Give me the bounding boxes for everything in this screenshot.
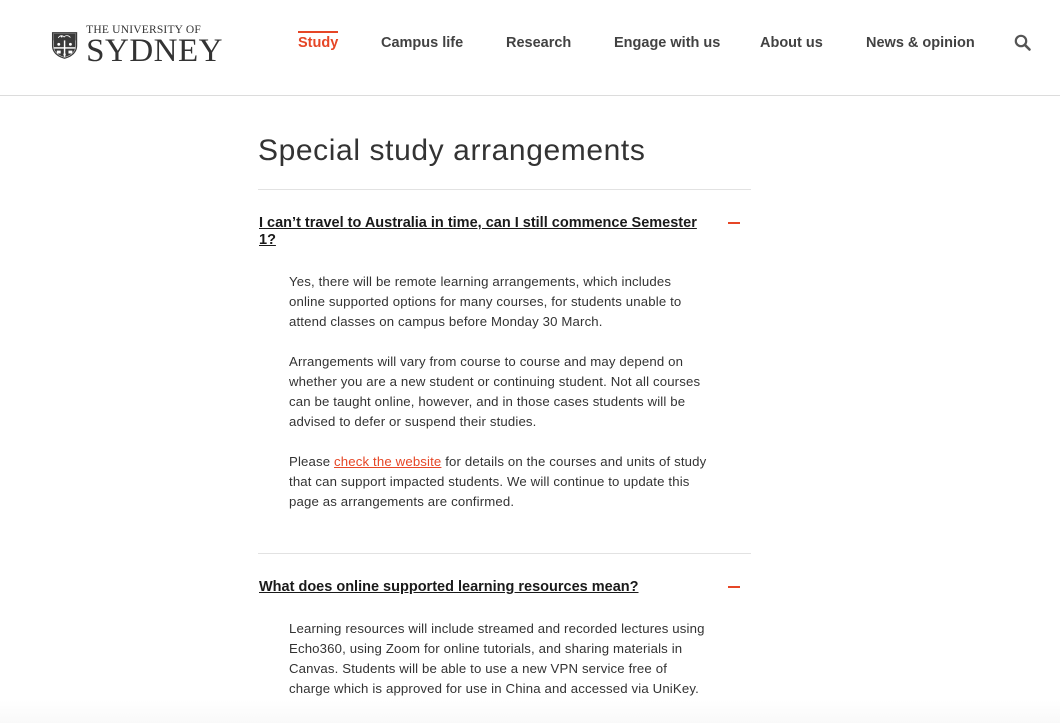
accordion-answer-travel xyxy=(289,272,709,532)
nav-item-campus-life[interactable]: Campus life xyxy=(381,35,464,51)
nav-item-engage[interactable]: Engage with us xyxy=(614,35,721,51)
divider xyxy=(258,553,751,554)
answer-paragraph: Arrangements will vary from course to course and may depend on whether you are a new student or continuing student. Not all courses can be taught online, however, and in those cases students will be advised to defer or suspend their studies. xyxy=(289,354,701,429)
university-wordmark xyxy=(86,24,223,69)
nav-item-about[interactable]: About us xyxy=(760,35,823,51)
logo-big-text: SYDNEY xyxy=(86,33,223,69)
logo-small-text: THE UNIVERSITY OF xyxy=(86,24,201,36)
search-icon[interactable] xyxy=(1013,33,1033,53)
collapse-icon[interactable] xyxy=(728,586,740,588)
answer-paragraph: Learning resources will include streamed and recorded lectures using Echo360, using Zoom for online tutorials, and sharing materials in Canvas. Students will be able to use a new VPN service free of charge which is approved for use in China and accessed via UniKey. xyxy=(289,621,705,696)
nav-item-research[interactable]: Research xyxy=(506,35,572,51)
answer-paragraph xyxy=(289,452,709,512)
nav-item-study[interactable]: Study xyxy=(298,35,339,51)
answer-paragraph: Yes, there will be remote learning arrangements, which includes online supported options for many courses, for students unable to attend classes on campus before Monday 30 March. xyxy=(289,274,682,329)
divider xyxy=(258,189,751,190)
text-before-link: Please xyxy=(289,454,335,469)
accordion-answer-online-resources xyxy=(289,619,709,719)
accordion-question-online-resources[interactable]: What does online supported learning resources mean? xyxy=(259,579,639,595)
collapse-icon[interactable] xyxy=(728,222,740,224)
check-website-link[interactable]: check the website xyxy=(334,454,442,469)
text-after-link: for details on the courses and units of study that can support impacted students. We will continue to update this page as arrangements are confirmed. xyxy=(289,454,707,509)
accordion-question-travel[interactable]: I can’t travel to Australia in time, can I still commence Semester 1? xyxy=(259,215,697,248)
university-crest-icon xyxy=(51,16,78,75)
page-title: Special study arrangements xyxy=(258,134,646,167)
university-logo[interactable] xyxy=(51,15,223,75)
nav-item-news[interactable]: News & opinion xyxy=(866,35,975,51)
site-header xyxy=(0,0,1060,96)
